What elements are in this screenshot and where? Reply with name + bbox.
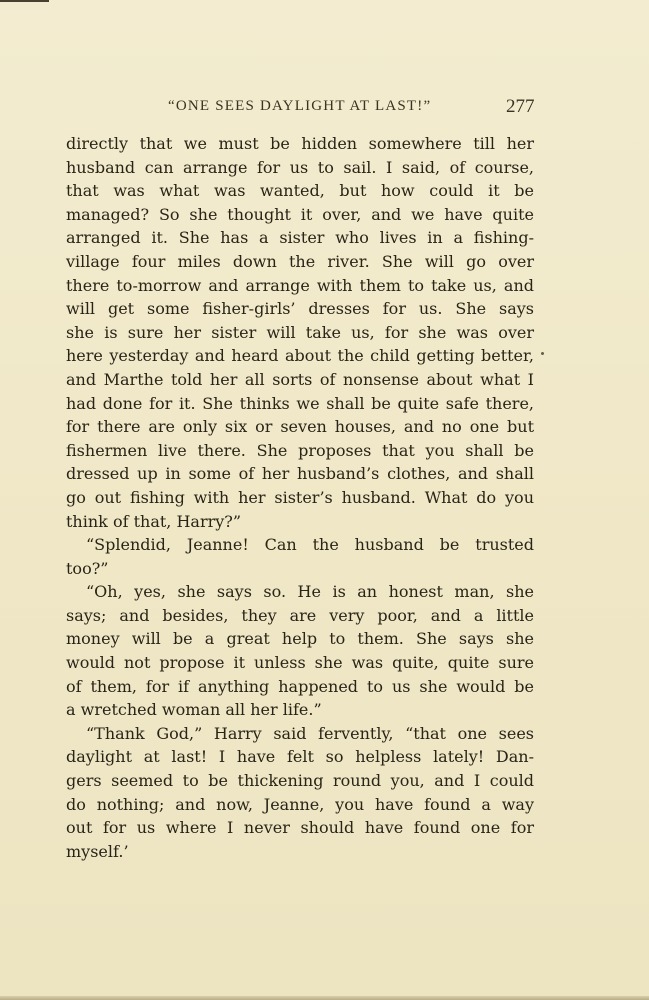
text-line: will get some fisher-girls’ dresses for us. She says <box>66 299 534 319</box>
text-line: a wretched woman all her life.” <box>66 700 322 720</box>
text-line: dressed up in some of her husband’s clothes, and shall <box>66 464 534 484</box>
text-line: for there are only six or seven houses, and no one but <box>66 417 534 437</box>
text-line: myself.’ <box>66 841 129 861</box>
text-line: “Thank God,” Harry said fervently, “that one sees <box>86 723 534 743</box>
text-line: had done for it. She thinks we shall be quite safe there, <box>66 393 534 413</box>
text-line: here yesterday and heard about the child getting better, <box>66 346 534 366</box>
text-line: that was what was wanted, but how could it be <box>66 181 534 201</box>
text-line: go out fishing with her sister’s husband. What do you <box>66 487 534 507</box>
page-number: 277 <box>506 96 535 117</box>
running-title: “ONE SEES DAYLIGHT AT LAST!” <box>168 98 432 114</box>
text-line: think of that, Harry?” <box>66 511 242 531</box>
text-line: husband can arrange for us to sail. I said, of course, <box>66 157 534 177</box>
text-line: arranged it. She has a sister who lives in a fishing- <box>66 228 534 248</box>
text-line: there to-morrow and arrange with them to take us, and <box>66 275 534 295</box>
text-line: village four miles down the river. She will go over <box>66 251 534 271</box>
text-line: do nothing; and now, Jeanne, you have found a way <box>66 794 534 814</box>
text-line: gers seemed to be thickening round you, and I could <box>66 771 534 791</box>
text-line: fishermen live there. She proposes that you shall be <box>66 440 534 460</box>
text-line: directly that we must be hidden somewhere till her <box>66 134 534 153</box>
text-line: and Marthe told her all sorts of nonsense about what I <box>66 369 534 389</box>
body-text <box>66 132 534 863</box>
text-line: money will be a great help to them. She says she <box>66 629 534 649</box>
top-edge-rule <box>0 0 49 2</box>
text-line: out for us where I never should have found one for <box>66 818 534 838</box>
text-line: daylight at last! I have felt so helpless lately! Dan- <box>66 747 534 767</box>
running-head <box>0 98 649 120</box>
bottom-page-edge <box>0 996 649 1000</box>
text-line: too?” <box>66 558 109 578</box>
text-line: of them, for if anything happened to us she would be <box>66 676 534 696</box>
text-line: says; and besides, they are very poor, and a little <box>66 605 534 625</box>
text-line: she is sure her sister will take us, for she was over <box>66 322 534 342</box>
ink-speck <box>541 352 544 355</box>
text-line: managed? So she thought it over, and we have quite <box>66 204 534 224</box>
text-line: would not propose it unless she was quite, quite sure <box>66 653 534 673</box>
text-line: “Splendid, Jeanne! Can the husband be trusted <box>86 535 534 555</box>
text-line: “Oh, yes, she says so. He is an honest man, she <box>86 582 534 602</box>
